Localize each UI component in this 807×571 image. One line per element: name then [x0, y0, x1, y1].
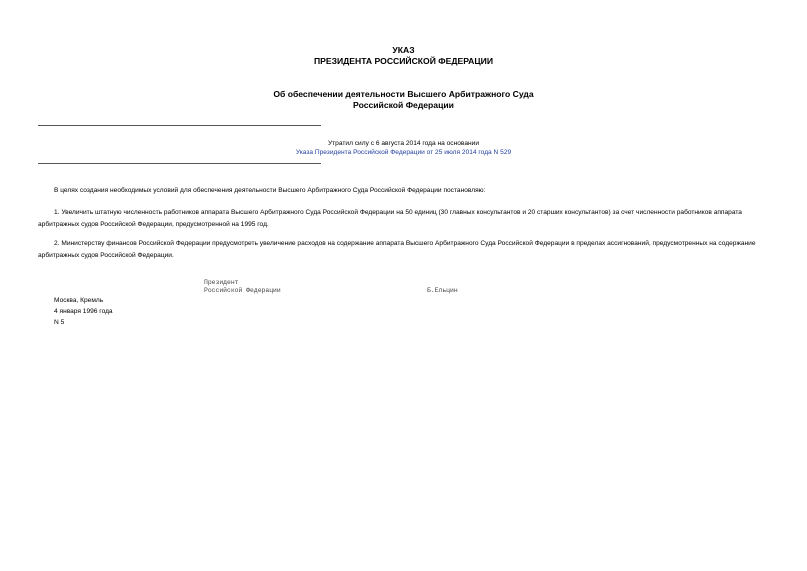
- item-1-paragraph: 1. Увеличить штатную численность работников аппарата Высшего Арбитражного Суда Российской Федерации на 50 единиц (30 главных консультантов и 20 старших консультантов) за счет численности работников аппарата арбитражных судов Российской Федерации, предусмотренной на 1995 год.: [38, 209, 742, 228]
- repeal-decree-link[interactable]: Указа Президента Российской Федерации от 25 июля 2014 года N 529: [295, 149, 512, 156]
- document-title: УКАЗ: [392, 45, 415, 55]
- status-note: Утратил силу с 6 августа 2014 года на основании: [327, 140, 480, 147]
- signatory-position-line2: Российской Федерации: [204, 287, 281, 294]
- signatory-position-line1: Президент: [204, 279, 239, 286]
- signing-date: 4 января 1996 года: [54, 308, 113, 315]
- status-divider-top: [38, 125, 321, 126]
- status-divider-bottom: [38, 163, 321, 164]
- preamble-paragraph: В целях создания необходимых условий для обеспечения деятельности Высшего Арбитражного Суда Российской Федерации постановляю:: [54, 187, 486, 194]
- signing-place: Москва, Кремль: [54, 297, 104, 304]
- item-2-paragraph: 2. Министерству финансов Российской Федерации предусмотреть увеличение расходов на содержание аппарата Высшего Арбитражного Суда Российской Федерации в пределах ассигнований, предусмотренных на содержание арбитражных судов Российской Федерации.: [38, 240, 756, 259]
- status-note-link-line: [0, 148, 807, 157]
- document-issuer: ПРЕЗИДЕНТА РОССИЙСКОЙ ФЕДЕРАЦИИ: [313, 56, 494, 66]
- signatory-name: Б.Ельцин: [427, 287, 458, 294]
- decree-number: N 5: [54, 319, 65, 326]
- document-subject-line1: Об обеспечении деятельности Высшего Арбитражного Суда: [273, 89, 534, 99]
- document-subject-line2: Российской Федерации: [353, 100, 454, 110]
